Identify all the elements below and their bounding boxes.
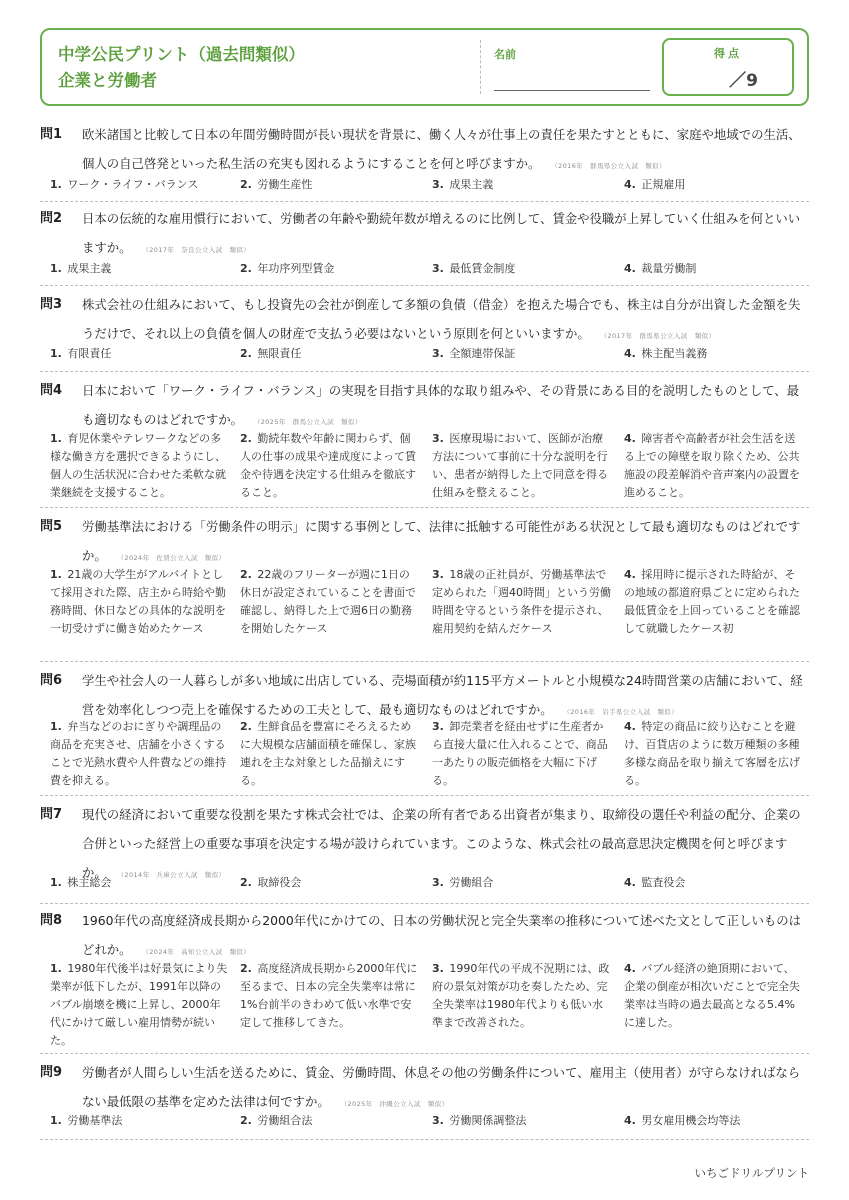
option-3[interactable]: 3. 労働組合 xyxy=(432,876,494,889)
option-1[interactable]: 1. 21歳の大学生がアルバイトとして採用された際、店主から時給や勤務時間、休日などの具体的な説明を一切受けずに働き始めたケース xyxy=(50,568,226,635)
option-1[interactable]: 1. 弁当などのおにぎりや調理品の商品を充実させ、店舗を小さくすることで光熱水費や人件費などの維持費を抑える。 xyxy=(50,720,226,787)
source-note: （2016年 岩手県公立入試 類似） xyxy=(566,708,679,716)
question-8 xyxy=(40,906,809,1054)
option-3[interactable]: 3. 成果主義 xyxy=(432,178,494,191)
score-label: 得点 xyxy=(714,47,742,60)
option-4[interactable]: 4. 株主配当義務 xyxy=(624,347,708,360)
option-4[interactable]: 4. バブル経済の絶頂期において、企業の倒産が相次いだことで完全失業率は当時の過去最高となる5.4%に達した。 xyxy=(624,962,800,1029)
source-note: （2024年 佐賀公立入試 類似） xyxy=(120,554,226,562)
question-text: 株式会社の仕組みにおいて、もし投資先の会社が倒産して多額の負債（借金）を抱えた場合でも、株主は自分が出資した金額を失うだけで、それ以上の負債を個人の財産で支払う必要はないという原則を何といいますか。 （2017年 群馬県公立入試 類似） xyxy=(82,297,801,341)
title-line-2: 企業と労働者 xyxy=(58,71,157,90)
question-text: 学生や社会人の一人暮らしが多い地域に出店している、売場面積が約115平方メートルと小規模な24時間営業の店舗において、経営を効率化しつつ売上を確保するための工夫として、最も適切なものはどれですか。 （2016年 岩手県公立入試 類似） xyxy=(82,673,803,717)
option-4[interactable]: 4. 特定の商品に絞り込むことを避け、百貨店のように数万種類の多種多様な商品を取り揃えて客層を広げる。 xyxy=(624,720,800,787)
question-label: 問8 xyxy=(40,913,63,928)
option-2[interactable]: 2. 生鮮食品を豊富にそろえるために大規模な店舗面積を確保し、家族連れを主な対象とした品揃えにする。 xyxy=(240,720,416,787)
question-text: 労働基準法における「労働条件の明示」に関する事例として、法律に抵触する可能性がある状況として最も適切なものはどれですか。 （2024年 佐賀公立入試 類似） xyxy=(82,519,801,563)
question-label: 問1 xyxy=(40,127,63,142)
option-2[interactable]: 2. 取締役会 xyxy=(240,876,302,889)
question-3 xyxy=(40,290,809,372)
source-note: （2025年 群馬公立入試 類似） xyxy=(257,418,362,426)
option-3[interactable]: 3. 卸売業者を経由せずに生産者から直接大量に仕入れることで、商品一あたりの販売価格を大幅に下げる。 xyxy=(432,720,608,787)
option-3[interactable]: 3. 最低賃金制度 xyxy=(432,262,516,275)
question-4 xyxy=(40,376,809,508)
source-note: （2016年 群馬県公立入試 類似） xyxy=(554,162,666,170)
question-label: 問9 xyxy=(40,1065,63,1080)
worksheet-title xyxy=(58,42,305,94)
option-2[interactable]: 2. 勤続年数や年齢に関わらず、個人の仕事の成果や達成度によって賃金や待遇を決定する仕組みを徹底すること。 xyxy=(240,432,416,499)
question-text: 労働者が人間らしい生活を送るために、賃金、労働時間、休息その他の労働条件について、雇用主（使用者）が守らなければならない最低限の基準を定めた法律は何ですか。 （2025年 沖縄公立入試 類似） xyxy=(82,1065,801,1109)
option-1[interactable]: 1. 労働基準法 xyxy=(50,1114,123,1127)
question-text: 日本の伝統的な雇用慣行において、労働者の年齢や勤続年数が増えるのに比例して、賃金や役職が上昇していく仕組みを何といいますか。 （2017年 奈良公立入試 類似） xyxy=(82,211,801,255)
source-note: （2017年 群馬県公立入試 類似） xyxy=(603,332,716,340)
question-7 xyxy=(40,800,809,904)
option-4[interactable]: 4. 正規雇用 xyxy=(624,178,686,191)
option-4[interactable]: 4. 男女雇用機会均等法 xyxy=(624,1114,741,1127)
name-field[interactable] xyxy=(494,90,650,91)
option-3[interactable]: 3. 1990年代の平成不況期には、政府の景気対策が功を奏したため、完全失業率は1980年代よりも低い水準まで改善された。 xyxy=(432,962,610,1029)
option-1[interactable]: 1. 株主総会 xyxy=(50,876,112,889)
option-1[interactable]: 1. 1980年代後半は好景気により失業率が低下したが、1991年以降のバブル崩壊を機に上昇し、2000年代にかけて厳しい雇用情勢が続いた。 xyxy=(50,962,228,1047)
source-note: （2017年 奈良公立入試 類似） xyxy=(145,246,251,254)
question-label: 問6 xyxy=(40,673,63,688)
option-1[interactable]: 1. 育児休業やテレワークなどの多様な働き方を選択できるようにし、個人の生活状況に合わせた柔軟な就業継続を支援すること。 xyxy=(50,432,226,499)
score-box xyxy=(662,38,794,96)
option-2[interactable]: 2. 高度経済成長期から2000年代に至るまで、日本の完全失業率は常に1%台前半のきわめて低い水準で安定して推移してきた。 xyxy=(240,962,418,1029)
name-label: 名前 xyxy=(494,48,516,61)
option-4[interactable]: 4. 採用時に提示された時給が、その地域の都道府県ごとに定められた最低賃金を上回っていることを確認して就職したケース初 xyxy=(624,568,800,635)
header-divider xyxy=(480,40,481,94)
source-note: （2014年 兵庫公立入試 類似） xyxy=(120,871,226,879)
question-label: 問4 xyxy=(40,383,63,398)
option-3[interactable]: 3. 全額連帯保証 xyxy=(432,347,516,360)
question-text: 現代の経済において重要な役割を果たす株式会社では、企業の所有者である出資者が集まり、取締役の選任や利益の配分、企業の合併といった経営上の重要な事項を決定する場が設けられています。このような、株式会社の最高意思決定機関を何と呼びますか。 （2014年 兵庫公立入試 類似） xyxy=(82,807,801,880)
option-2[interactable]: 2. 労働組合法 xyxy=(240,1114,313,1127)
question-text: 日本において「ワーク・ライフ・バランス」の実現を目指す具体的な取り組みや、その背景にある目的を説明したものとして、最も適切なものはどれですか。 （2025年 群馬公立入試 類似） xyxy=(82,383,800,427)
option-2[interactable]: 2. 年功序列型賃金 xyxy=(240,262,335,275)
option-3[interactable]: 3. 医療現場において、医師が治療方法について事前に十分な説明を行い、患者が納得した上で同意を得る仕組みを整えること。 xyxy=(432,432,608,499)
question-label: 問3 xyxy=(40,297,63,312)
question-label: 問7 xyxy=(40,807,63,822)
option-1[interactable]: 1. 成果主義 xyxy=(50,262,112,275)
source-note: （2025年 沖縄公立入試 類似） xyxy=(343,1100,449,1108)
option-4[interactable]: 4. 裁量労働制 xyxy=(624,262,697,275)
title-line-1: 中学公民プリント（過去問類似） xyxy=(58,45,305,64)
option-1[interactable]: 1. ワーク・ライフ・バランス xyxy=(50,178,199,191)
worksheet-header xyxy=(40,28,809,106)
question-2 xyxy=(40,204,809,286)
option-1[interactable]: 1. 有限責任 xyxy=(50,347,112,360)
score-value: ／9 xyxy=(729,71,758,91)
source-note: （2024年 高知公立入試 類似） xyxy=(145,948,251,956)
option-4[interactable]: 4. 障害者や高齢者が社会生活を送る上での障壁を取り除くため、公共施設の段差解消や音声案内の設置を進めること。 xyxy=(624,432,800,499)
option-4[interactable]: 4. 監査役会 xyxy=(624,876,686,889)
question-label: 問5 xyxy=(40,519,63,534)
option-2[interactable]: 2. 無限責任 xyxy=(240,347,302,360)
question-text: 欧米諸国と比較して日本の年間労働時間が長い現状を背景に、働く人々が仕事上の責任を果たすとともに、家庭や地域での生活、個人の自己啓発といった私生活の充実も図れるようにすることを何と呼びますか。 （2016年 群馬県公立入試 類似） xyxy=(82,127,801,171)
question-label: 問2 xyxy=(40,211,63,226)
question-6 xyxy=(40,666,809,796)
footer-brand: いちごドリルプリント xyxy=(694,1166,809,1180)
option-3[interactable]: 3. 18歳の正社員が、労働基準法で定められた「週40時間」という労働時間を守るという条件を提示され、雇用契約を結んだケース xyxy=(432,568,611,635)
question-9 xyxy=(40,1058,809,1140)
question-text: 1960年代の高度経済成長期から2000年代にかけての、日本の労働状況と完全失業率の推移について述べた文として正しいものはどれか。 （2024年 高知公立入試 類似） xyxy=(82,913,802,957)
question-5 xyxy=(40,512,809,662)
option-2[interactable]: 2. 労働生産性 xyxy=(240,178,313,191)
option-2[interactable]: 2. 22歳のフリーターが週に1日の休日が設定されていることを書面で確認し、納得した上で週6日の勤務を開始したケース xyxy=(240,568,416,635)
option-3[interactable]: 3. 労働関係調整法 xyxy=(432,1114,527,1127)
question-1 xyxy=(40,120,809,202)
